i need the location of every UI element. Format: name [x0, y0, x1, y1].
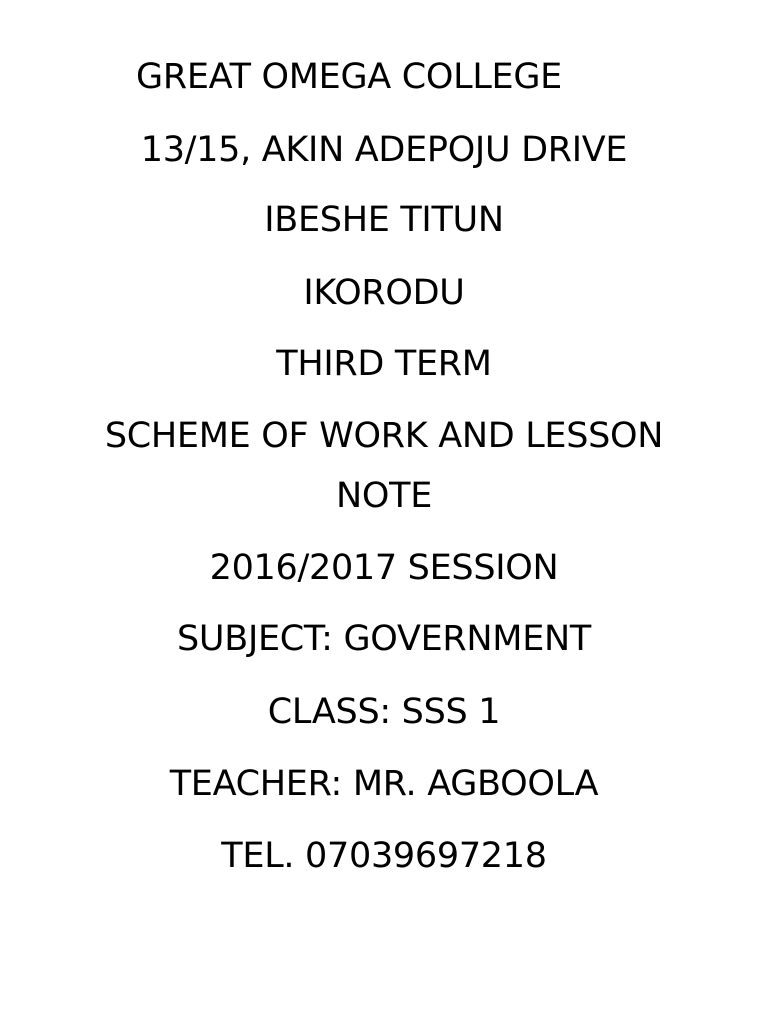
telephone-label: TEL. 07039697218 — [221, 836, 547, 876]
document-title-line-1: SCHEME OF WORK AND LESSON — [104, 416, 664, 456]
address-line-1: 13/15, AKIN ADEPOJU DRIVE — [140, 130, 628, 170]
term-label: THIRD TERM — [276, 344, 492, 384]
session-label: 2016/2017 SESSION — [209, 548, 559, 588]
document-title-line-2: NOTE — [335, 476, 433, 516]
school-name: GREAT OMEGA COLLEGE — [136, 57, 562, 97]
address-line-3: IKORODU — [303, 273, 465, 313]
class-label: CLASS: SSS 1 — [267, 692, 501, 732]
subject-label: SUBJECT: GOVERNMENT — [177, 619, 591, 659]
teacher-label: TEACHER: MR. AGBOOLA — [169, 764, 599, 804]
address-line-2: IBESHE TITUN — [264, 200, 504, 240]
